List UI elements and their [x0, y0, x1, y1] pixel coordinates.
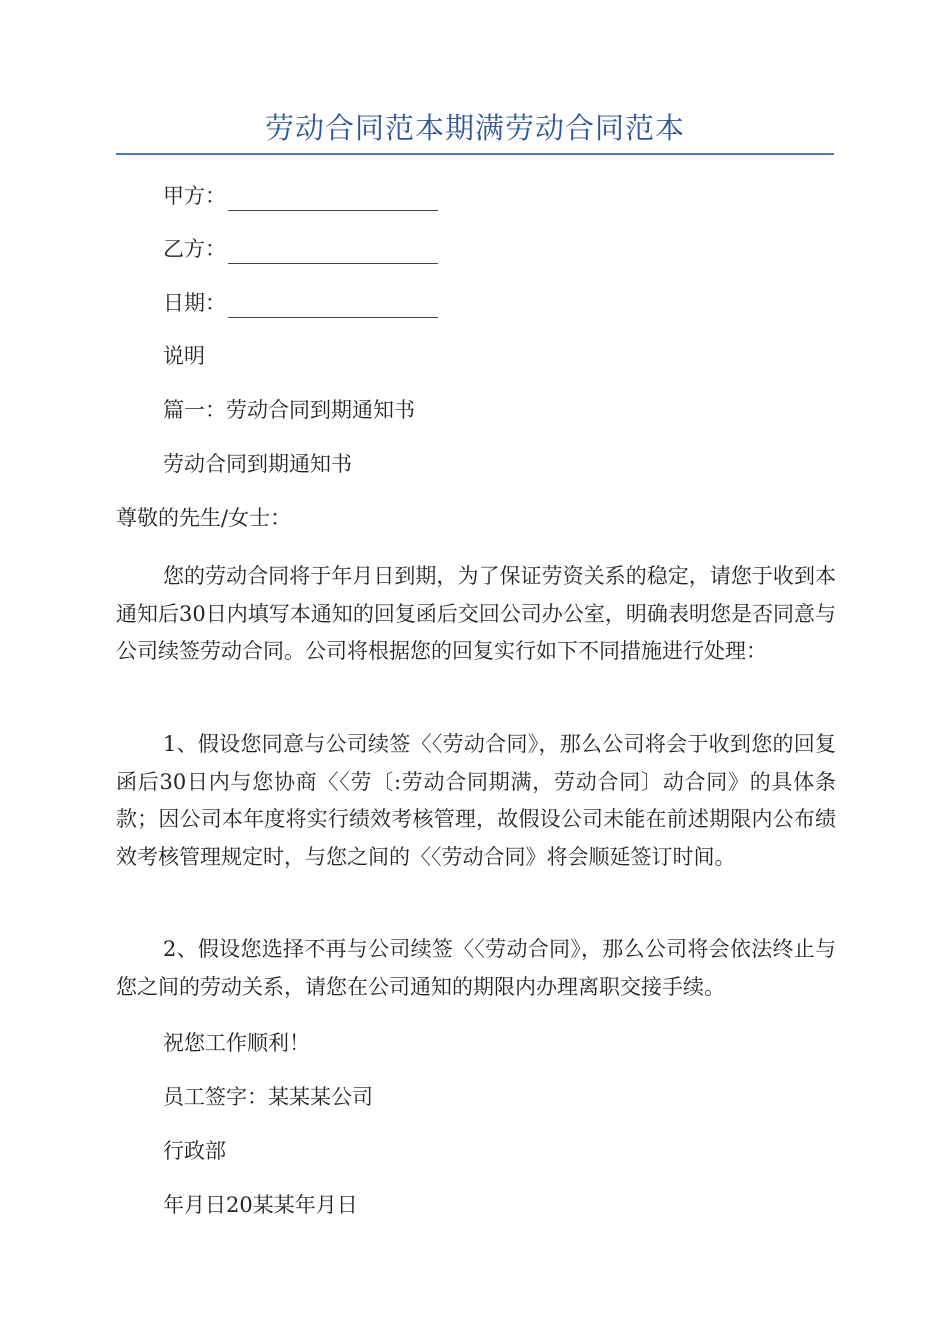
date-blank	[228, 295, 438, 318]
note-heading: 说明	[163, 344, 205, 368]
party-a-line	[163, 181, 438, 211]
department-line: 行政部	[163, 1139, 226, 1163]
salutation: 尊敬的先生/女士：	[116, 506, 292, 530]
date-line: 年月日20某某年月日	[163, 1193, 358, 1217]
paragraph-1: 您的劳动合同将于年月日到期，为了保证劳资关系的稳定，请您于收到本通知后30日内填写本通知的回复函后交回公司办公室，明确表明您是否同意与公司续签劳动合同。公司将根据您的回复实行如下不同措施进行处理：	[116, 564, 836, 663]
party-b-blank	[228, 241, 438, 264]
subheading: 劳动合同到期通知书	[163, 452, 352, 476]
signature-line: 员工签字：某某某公司	[163, 1085, 373, 1109]
date-line-field	[163, 288, 438, 318]
document-title: 劳动合同范本期满劳动合同范本	[264, 111, 685, 145]
paragraph-3: 2、假设您选择不再与公司续签〈〈劳动合同》，那么公司将会依法终止与您之间的劳动关系，请您在公司通知的期限内办理离职交接手续。	[116, 937, 836, 999]
party-a-blank	[228, 188, 438, 211]
title-underline	[116, 153, 834, 155]
closing-line: 祝您工作顺利！	[163, 1031, 310, 1055]
paragraph-2: 1、假设您同意与公司续签〈〈劳动合同》，那么公司将会于收到您的回复函后30日内与您协商〈〈劳〔:劳动合同期满，劳动合同〕动合同》的具体条款；因公司本年度将实行绩效考核管理，故假设公司未能在前述期限内公布绩效考核管理规定时，与您之间的〈〈劳动合同》将会顺延签订时间。	[116, 732, 836, 869]
party-b-label: 乙方：	[163, 237, 226, 261]
party-b-line	[163, 234, 438, 264]
date-label: 日期：	[163, 291, 226, 315]
section-heading: 篇一：劳动合同到期通知书	[163, 398, 415, 422]
party-a-label: 甲方：	[163, 184, 226, 208]
